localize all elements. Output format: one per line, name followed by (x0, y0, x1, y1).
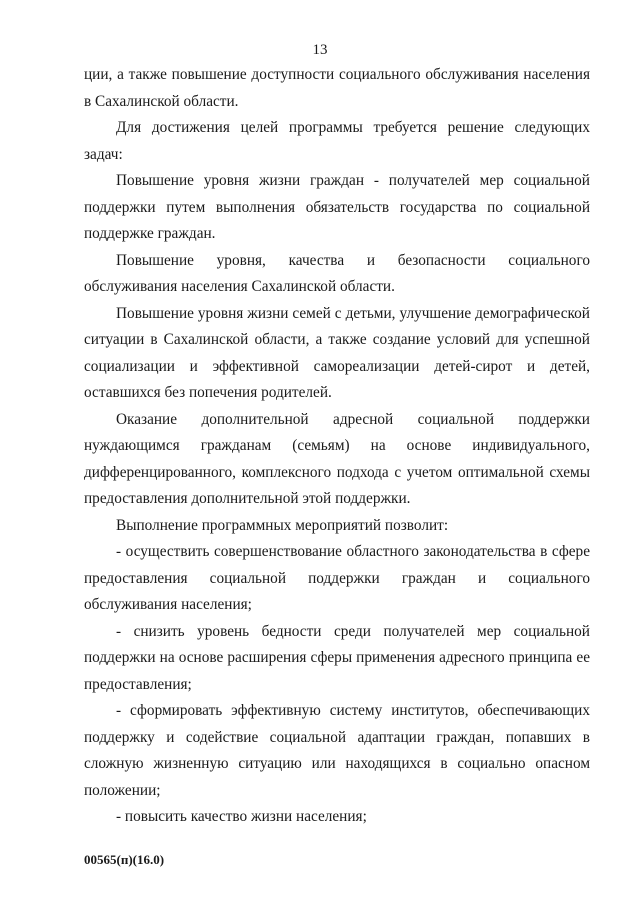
list-item-legislation: - осуществить совершенствование областного законодательства в сфере предоставления социальной поддержки граждан и социального обслуживания населения; (84, 543, 590, 613)
list-item-quality-of-life: - повысить качество жизни населения; (116, 808, 367, 825)
page-number: 13 (312, 42, 328, 58)
paragraph-task-service-quality: Повышение уровня, качества и безопасности социального обслуживания населения Сахалинской области. (84, 251, 590, 295)
paragraph-task-targeted-support: Оказание дополнительной адресной социальной поддержки нуждающимся гражданам (семьям) на основе индивидуального, дифференцированного, комплексного подхода с учетом оптимальной схемы предоставления дополнительной этой поддержки. (84, 410, 590, 507)
paragraph-outcomes-intro: Выполнение программных мероприятий позволит: (116, 516, 449, 534)
list-item-institutions: - сформировать эффективную систему институтов, обеспечивающих поддержку и содействие социальной адаптации граждан, попавших в сложную жизненную ситуацию или находящихся в социально опасном положении; (84, 702, 590, 799)
document-body (84, 62, 590, 831)
paragraph-tasks-intro: Для достижения целей программы требуется решение следующих задач: (84, 119, 590, 163)
list-item-poverty: - снизить уровень бедности среди получателей мер социальной поддержки на основе расширения сферы применения адресного принципа ее предоставления; (84, 622, 590, 693)
paragraph-continuation: ции, а также повышение доступности социального обслуживания населения в Сахалинской области. (84, 66, 590, 110)
document-code: 00565(п)(16.0) (84, 852, 165, 867)
paragraph-task-families: Повышение уровня жизни семей с детьми, улучшение демографической ситуации в Сахалинской области, а также создание условий для успешной социализации и эффективной самореализации детей-сирот и детей, оставшихся без попечения родителей. (84, 304, 590, 401)
paragraph-task-living-standard: Повышение уровня жизни граждан - получателей мер социальной поддержки путем выполнения обязательств государства по социальной поддержке граждан. (84, 172, 590, 242)
